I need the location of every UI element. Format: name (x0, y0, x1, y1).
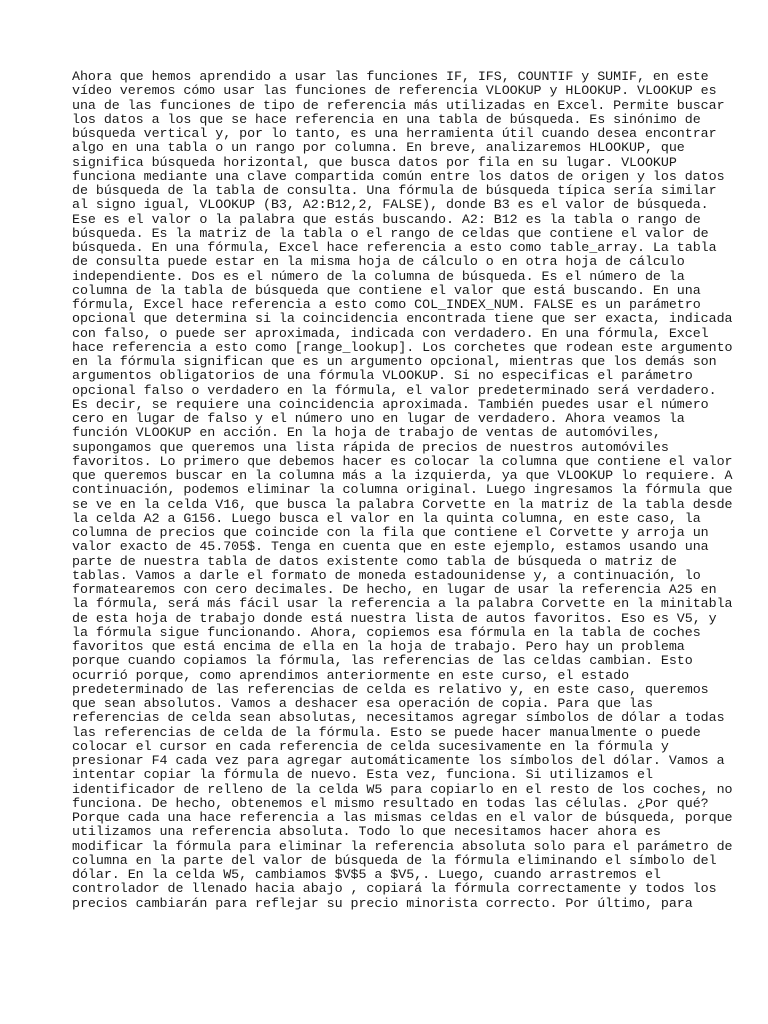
text-line: ocurrió porque, como aprendimos anteriormente en este curso, el estado (72, 668, 630, 684)
text-line: columna de la tabla de búsqueda que contiene el valor que está buscando. En una (72, 283, 701, 299)
text-line: funciona mediante una clave compartida común entre los datos de origen y los datos (72, 169, 725, 185)
text-line: búsqueda. En una fórmula, Excel hace referencia a esto como table_array. La tabla (72, 241, 717, 256)
text-line: modificar la fórmula para eliminar la referencia absoluta solo para el parámetro de (72, 839, 733, 855)
text-line: se ve en la celda V16, que busca la palabra Corvette en la matriz de la tabla desde (72, 497, 733, 513)
text-line: controlador de llenado hacia abajo , copiará la fórmula correctamente y todos los (72, 882, 717, 898)
text-line: al signo igual, VLOOKUP (B3, A2:B12,2, FALSE), donde B3 es el valor de búsqueda. (72, 198, 709, 214)
text-line: presionar F4 cada vez para agregar automáticamente los símbolos del dólar. Vamos a (72, 754, 725, 769)
text-line: formatearemos con cero decimales. De hecho, en lugar de usar la referencia A25 en (72, 583, 717, 598)
text-line: que queremos buscar en la columna más a la izquierda, ya que VLOOKUP lo requiere. A (72, 469, 733, 484)
text-line: identificador de relleno de la celda W5 para copiarlo en el resto de los coches, no (72, 782, 733, 798)
text-line: independiente. Dos es el número de la columna de búsqueda. Es el número de la (72, 269, 685, 285)
text-line: opcional que determina si la coincidencia encontrada tiene que ser exacta, indicada (72, 312, 733, 328)
text-line: de esta hoja de trabajo donde está nuestra lista de autos favoritos. Eso es V5, y (72, 611, 717, 627)
text-line: columna de precios que coincide con la fila que contiene el Corvette y arroja un (72, 526, 709, 541)
text-line: cero en lugar de falso y el número uno en lugar de verdadero. Ahora veamos la (72, 412, 685, 427)
text-line: Ahora que hemos aprendido a usar las funciones IF, IFS, COUNTIF y SUMIF, en este (72, 70, 709, 85)
text-line: predeterminado de las referencias de celda es relativo y, en este caso, queremos (72, 682, 709, 698)
text-line: favoritos que está encima de ella en la hoja de trabajo. Pero hay un problema (72, 640, 685, 655)
text-line: fórmula, Excel hace referencia a esto como COL_INDEX_NUM. FALSE es un parámetro (72, 298, 701, 313)
text-line: búsqueda. Es la matriz de la tabla o el rango de celdas que contiene el valor de (72, 226, 709, 242)
text-line: la fórmula, será más fácil usar la referencia a la palabra Corvette en la minitabla (72, 597, 733, 613)
text-line: en la fórmula significan que es un argumento opcional, mientras que los demás son (72, 355, 717, 370)
text-line: Es decir, se requiere una coincidencia aproximada. También puedes usar el número (72, 397, 709, 413)
text-line: una de las funciones de tipo de referencia más utilizadas en Excel. Permite buscar (72, 98, 725, 114)
text-line: continuación, podemos eliminar la columna original. Luego ingresamos la fórmula que (72, 483, 733, 499)
text-line: favoritos. Lo primero que debemos hacer es colocar la columna que contiene el valor (72, 454, 733, 470)
text-line: algo en una tabla o un rango por columna. En breve, analizaremos HLOOKUP, que (72, 141, 685, 157)
text-line: intentar copiar la fórmula de nuevo. Esta vez, funciona. Si utilizamos el (72, 768, 653, 784)
text-line: Ese es el valor o la palabra que estás buscando. A2: B12 es la tabla o rango de (72, 212, 701, 228)
text-line: supongamos que queremos una lista rápida de precios de nuestros automóviles (72, 440, 669, 456)
text-line: dólar. En la celda W5, cambiamos $V$5 a $V5,. Luego, cuando arrastremos el (72, 868, 661, 883)
text-line: opcional falso o verdadero en la fórmula, el valor predeterminado será verdadero. (72, 383, 717, 399)
text-line: los datos a los que se hace referencia en una tabla de búsqueda. Es sinónimo de (72, 112, 701, 128)
text-line: referencias de celda sean absolutas, necesitamos agregar símbolos de dólar a todas (72, 711, 725, 727)
text-line: la fórmula sigue funcionando. Ahora, copiemos esa fórmula en la tabla de coches (72, 625, 701, 641)
text-line: hace referencia a esto como [range_lookup]. Los corchetes que rodean este argumento (72, 340, 733, 356)
text-line: con falso, o puede ser aproximada, indicada con verdadero. En una fórmula, Excel (72, 326, 709, 342)
text-line: las referencias de celda de la fórmula. Esto se puede hacer manualmente o puede (72, 725, 701, 741)
text-line: argumentos obligatorios de una fórmula VLOOKUP. Si no especificas el parámetro (72, 369, 693, 385)
text-line: que sean absolutos. Vamos a deshacer esa operación de copia. Para que las (72, 697, 653, 712)
text-line: utilizamos una referencia absoluta. Todo lo que necesitamos hacer ahora es (72, 825, 661, 841)
text-line: la celda A2 a G156. Luego busca el valor en la quinta columna, en este caso, la (72, 511, 701, 527)
text-line: significa búsqueda horizontal, que busca datos por fila en su lugar. VLOOKUP (72, 155, 677, 171)
text-line: parte de nuestra tabla de datos existente como tabla de búsqueda o matriz de (72, 554, 677, 570)
text-line: precios cambiarán para reflejar su precio minorista correcto. Por último, para (72, 896, 693, 912)
text-line: Porque cada una hace referencia a las mismas celdas en el valor de búsqueda, porque (72, 811, 733, 826)
text-line: columna en la parte del valor de búsqueda de la fórmula eliminando el símbolo del (72, 853, 717, 869)
text-line: tablas. Vamos a darle el formato de moneda estadounidense y, a continuación, lo (72, 568, 701, 584)
text-line: búsqueda vertical y, por lo tanto, es una herramienta útil cuando desea encontrar (72, 127, 717, 142)
text-line: de búsqueda de la tabla de consulta. Una fórmula de búsqueda típica sería similar (72, 184, 717, 199)
text-line: porque cuando copiamos la fórmula, las referencias de las celdas cambian. Esto (72, 654, 693, 670)
text-line: de consulta puede estar en la misma hoja de cálculo o en otra hoja de cálculo (72, 255, 685, 271)
text-line: vídeo veremos cómo usar las funciones de referencia VLOOKUP y HLOOKUP. VLOOKUP es (72, 84, 717, 100)
text-line: función VLOOKUP en acción. En la hoja de trabajo de ventas de automóviles, (72, 426, 661, 442)
text-line: valor exacto de 45.705$. Tenga en cuenta que en este ejemplo, estamos usando una (72, 540, 709, 556)
text-line: colocar el cursor en cada referencia de celda sucesivamente en la fórmula y (72, 739, 669, 755)
body-text (72, 70, 733, 912)
text-line: funciona. De hecho, obtenemos el mismo resultado en todas las células. ¿Por qué? (72, 796, 709, 812)
